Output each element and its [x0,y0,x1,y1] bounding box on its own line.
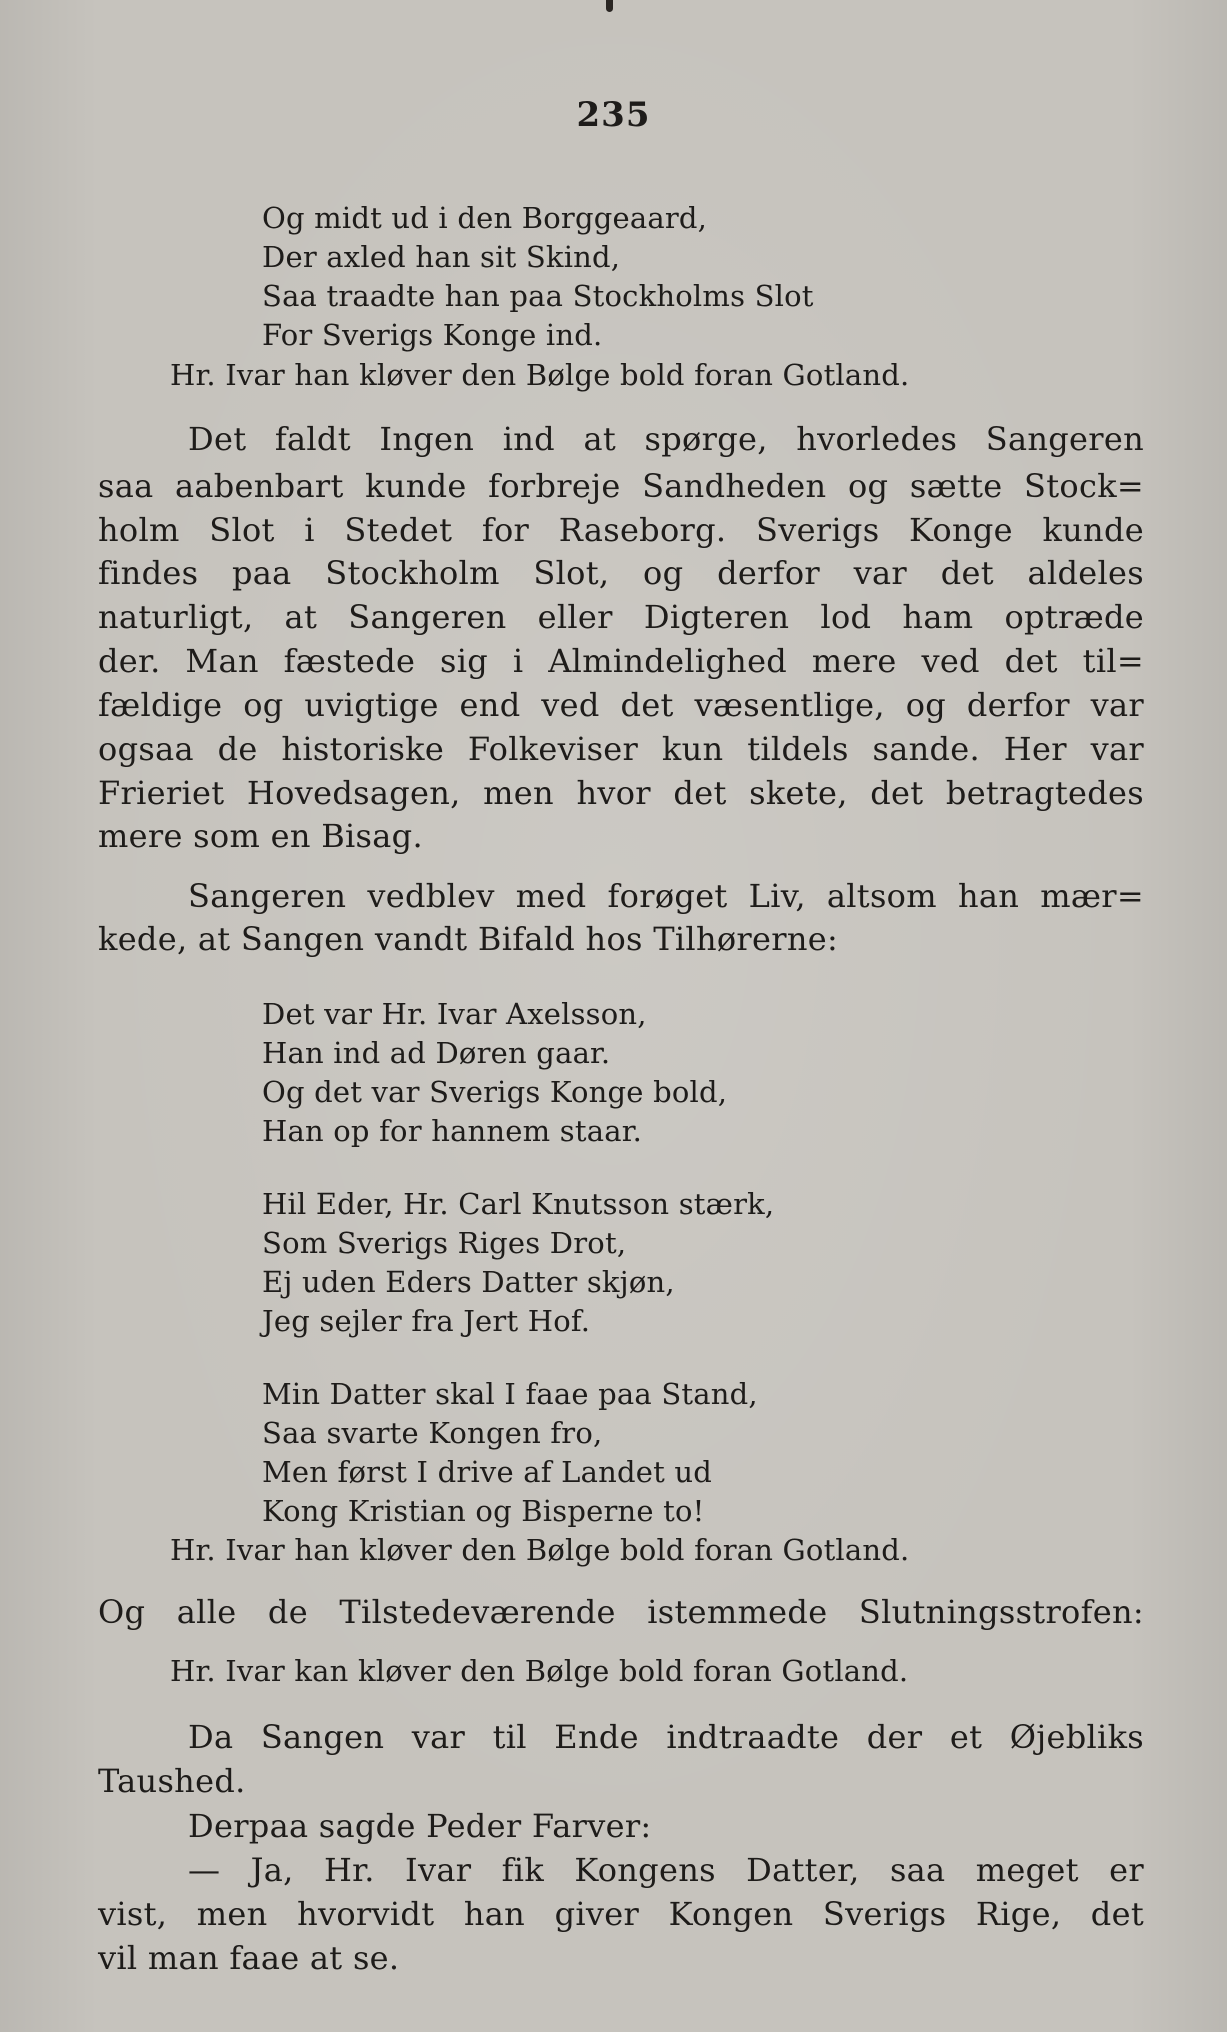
page-number: 235 [576,95,651,135]
verse-line: Saa traadte han paa Stockholms Slot [262,279,814,313]
prose-line: — Ja, Hr. Ivar fik Kongens Datter, saa meget er [188,1851,1144,1889]
ink-speck [606,0,613,12]
refrain-line: Hr. Ivar han kløver den Bølge bold foran Gotland. [170,358,910,392]
verse-line: Hil Eder, Hr. Carl Knutsson stærk, [262,1187,775,1221]
verse-line: Saa svarte Kongen fro, [262,1416,603,1450]
prose-line: Det faldt Ingen ind at spørge, hvorledes Sangeren [188,420,1144,458]
verse-line: Som Sverigs Riges Drot, [262,1226,627,1260]
verse-line: Min Datter skal I faae paa Stand, [262,1377,758,1411]
prose-line: findes paa Stockholm Slot, og derfor var det aldeles [98,554,1144,592]
prose-line: kede, at Sangen vandt Bifald hos Tilhørerne: [98,920,839,958]
prose-line: Taushed. [98,1762,246,1800]
refrain-line: Hr. Ivar han kløver den Bølge bold foran Gotland. [170,1533,910,1567]
verse-line: Der axled han sit Skind, [262,240,621,274]
prose-line: fældige og uvigtige end ved det væsentlige, og derfor var [98,686,1144,724]
prose-line: vil man faae at se. [98,1939,400,1977]
prose-line: der. Man fæstede sig i Almindelighed mere ved det til= [98,642,1144,680]
prose-line: ogsaa de historiske Folkeviser kun tildels sande. Her var [98,730,1144,768]
refrain-line: Hr. Ivar kan kløver den Bølge bold foran Gotland. [170,1654,909,1688]
verse-line: Og det var Sverigs Konge bold, [262,1075,728,1109]
verse-line: Det var Hr. Ivar Axelsson, [262,997,647,1031]
prose-line: Derpaa sagde Peder Farver: [188,1807,652,1845]
prose-line: vist, men hvorvidt han giver Kongen Sverigs Rige, det [98,1895,1144,1933]
prose-line: Sangeren vedblev med forøget Liv, altsom han mær= [188,877,1144,915]
prose-line: Da Sangen var til Ende indtraadte der et Øjebliks [188,1718,1144,1756]
prose-line: Og alle de Tilstedeværende istemmede Slutningsstrofen: [98,1593,1144,1631]
verse-line: Han op for hannem staar. [262,1114,643,1148]
prose-line: holm Slot i Stedet for Raseborg. Sverigs Konge kunde [98,511,1144,549]
verse-line: Og midt ud i den Borggeaard, [262,201,708,235]
verse-line: For Sverigs Konge ind. [262,318,603,352]
prose-line: saa aabenbart kunde forbreje Sandheden og sætte Stock= [98,467,1144,505]
prose-line: Frieriet Hovedsagen, men hvor det skete, det betragtedes [98,774,1144,812]
prose-line: naturligt, at Sangeren eller Digteren lod ham optræde [98,598,1144,636]
verse-line: Men først I drive af Landet ud [262,1455,713,1489]
verse-line: Ej uden Eders Datter skjøn, [262,1265,675,1299]
verse-line: Jeg sejler fra Jert Hof. [262,1304,591,1338]
verse-line: Kong Kristian og Bisperne to! [262,1494,705,1528]
prose-line: mere som en Bisag. [98,817,423,855]
verse-line: Han ind ad Døren gaar. [262,1036,611,1070]
